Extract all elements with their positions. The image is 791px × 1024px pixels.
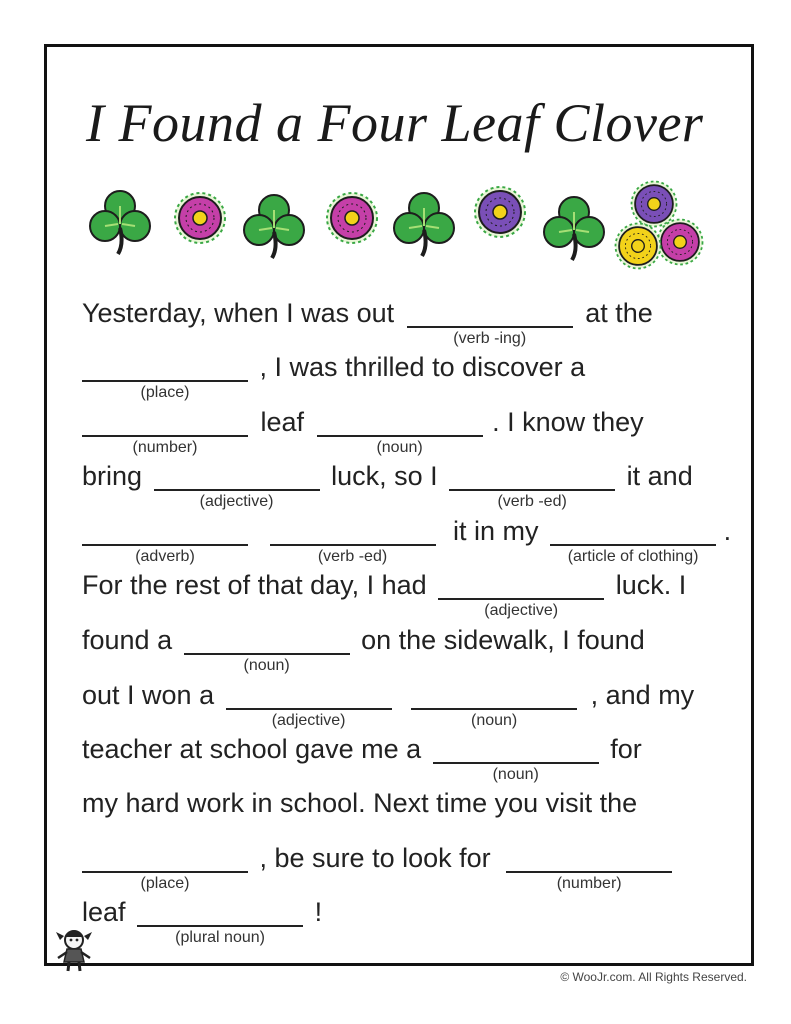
story-text: at the <box>585 298 653 328</box>
page-title: I Found a Four Leaf Clover <box>86 93 704 153</box>
story-text: leaf <box>82 897 126 927</box>
story-text: leaf <box>260 407 305 437</box>
blank-noun[interactable] <box>317 407 483 456</box>
blank-hint: (adjective) <box>199 493 274 510</box>
blank-hint: (number) <box>132 439 198 456</box>
story-line-9 <box>82 734 642 783</box>
blank-noun[interactable] <box>433 734 599 783</box>
copyright-notice: © WooJr.com. All Rights Reserved. <box>560 970 747 984</box>
blank-hint: (verb -ing) <box>453 330 527 347</box>
pink-flower-icon <box>327 193 377 243</box>
blank-hint: (place) <box>140 384 190 401</box>
story-text: it in my <box>453 516 539 546</box>
story-line-1 <box>82 298 653 347</box>
blank-verb-ed[interactable] <box>270 516 436 565</box>
blank-hint: (plural noun) <box>175 929 265 946</box>
blank-hint: (article of clothing) <box>567 548 699 565</box>
clover-flower-banner <box>78 176 718 280</box>
story-text: For the rest of that day, I had <box>82 570 427 600</box>
blank-place[interactable] <box>82 843 248 892</box>
story-line-6 <box>82 570 687 619</box>
clover-icon <box>244 195 304 258</box>
story-text: my hard work in school. Next time you visit the <box>82 788 638 818</box>
clover-icon <box>90 191 150 254</box>
story-text: found a <box>82 625 173 655</box>
story-text: bring <box>82 461 143 491</box>
blank-adjective[interactable] <box>438 570 604 619</box>
story-line-10 <box>82 788 637 818</box>
blank-plural-noun[interactable] <box>137 897 303 946</box>
story-line-8 <box>82 680 695 729</box>
story-text: , I was thrilled to discover a <box>259 352 586 382</box>
blank-hint: (noun) <box>492 766 539 783</box>
blank-article-of-clothing[interactable] <box>550 516 716 565</box>
pink-flower-icon <box>175 193 225 243</box>
story-text: . <box>723 516 732 546</box>
blank-hint: (adjective) <box>271 712 346 729</box>
blank-verb-ing[interactable] <box>407 298 573 347</box>
clover-icon <box>394 193 454 256</box>
story-text: it and <box>626 461 693 491</box>
blank-adjective[interactable] <box>154 461 320 510</box>
cartoon-kid-mascot-icon <box>48 928 100 972</box>
story-text: luck. I <box>615 570 687 600</box>
story-line-4 <box>82 461 693 510</box>
clover-icon <box>544 197 604 260</box>
story-line-2 <box>82 352 586 401</box>
blank-hint: (verb -ed) <box>497 493 567 510</box>
story-line-7 <box>82 625 645 674</box>
story-text: , be sure to look for <box>259 843 491 873</box>
blank-hint: (place) <box>140 875 190 892</box>
blank-adverb[interactable] <box>82 516 248 565</box>
story-text: out I won a <box>82 680 215 710</box>
blank-hint: (verb -ed) <box>317 548 388 565</box>
story-line-3 <box>82 407 644 456</box>
blank-hint: (noun) <box>471 712 518 729</box>
story-line-5 <box>82 516 732 565</box>
story-text: for <box>610 734 642 764</box>
story-line-12 <box>82 897 323 946</box>
blank-noun[interactable] <box>184 625 350 674</box>
blank-place[interactable] <box>82 352 248 401</box>
story-text: teacher at school gave me a <box>82 734 422 764</box>
blank-hint: (noun) <box>243 657 290 674</box>
blank-hint: (noun) <box>376 439 423 456</box>
blank-number[interactable] <box>82 407 248 456</box>
story-text: , and my <box>590 680 695 710</box>
blank-hint: (adjective) <box>484 602 559 619</box>
blank-noun[interactable] <box>411 680 577 729</box>
story-text: ! <box>314 897 323 927</box>
story-text: . I know they <box>492 407 644 437</box>
flower-bouquet-icon <box>616 182 703 269</box>
blank-hint: (number) <box>556 875 622 892</box>
blank-hint: (adverb) <box>135 548 195 565</box>
story-text: on the sidewalk, I found <box>361 625 645 655</box>
blank-adjective[interactable] <box>226 680 392 729</box>
blank-verb-ed[interactable] <box>449 461 615 510</box>
blank-number[interactable] <box>506 843 672 892</box>
purple-flower-icon <box>475 187 525 237</box>
story-line-11 <box>82 843 672 892</box>
story-text: Yesterday, when I was out <box>82 298 395 328</box>
story-text: luck, so I <box>331 461 438 491</box>
